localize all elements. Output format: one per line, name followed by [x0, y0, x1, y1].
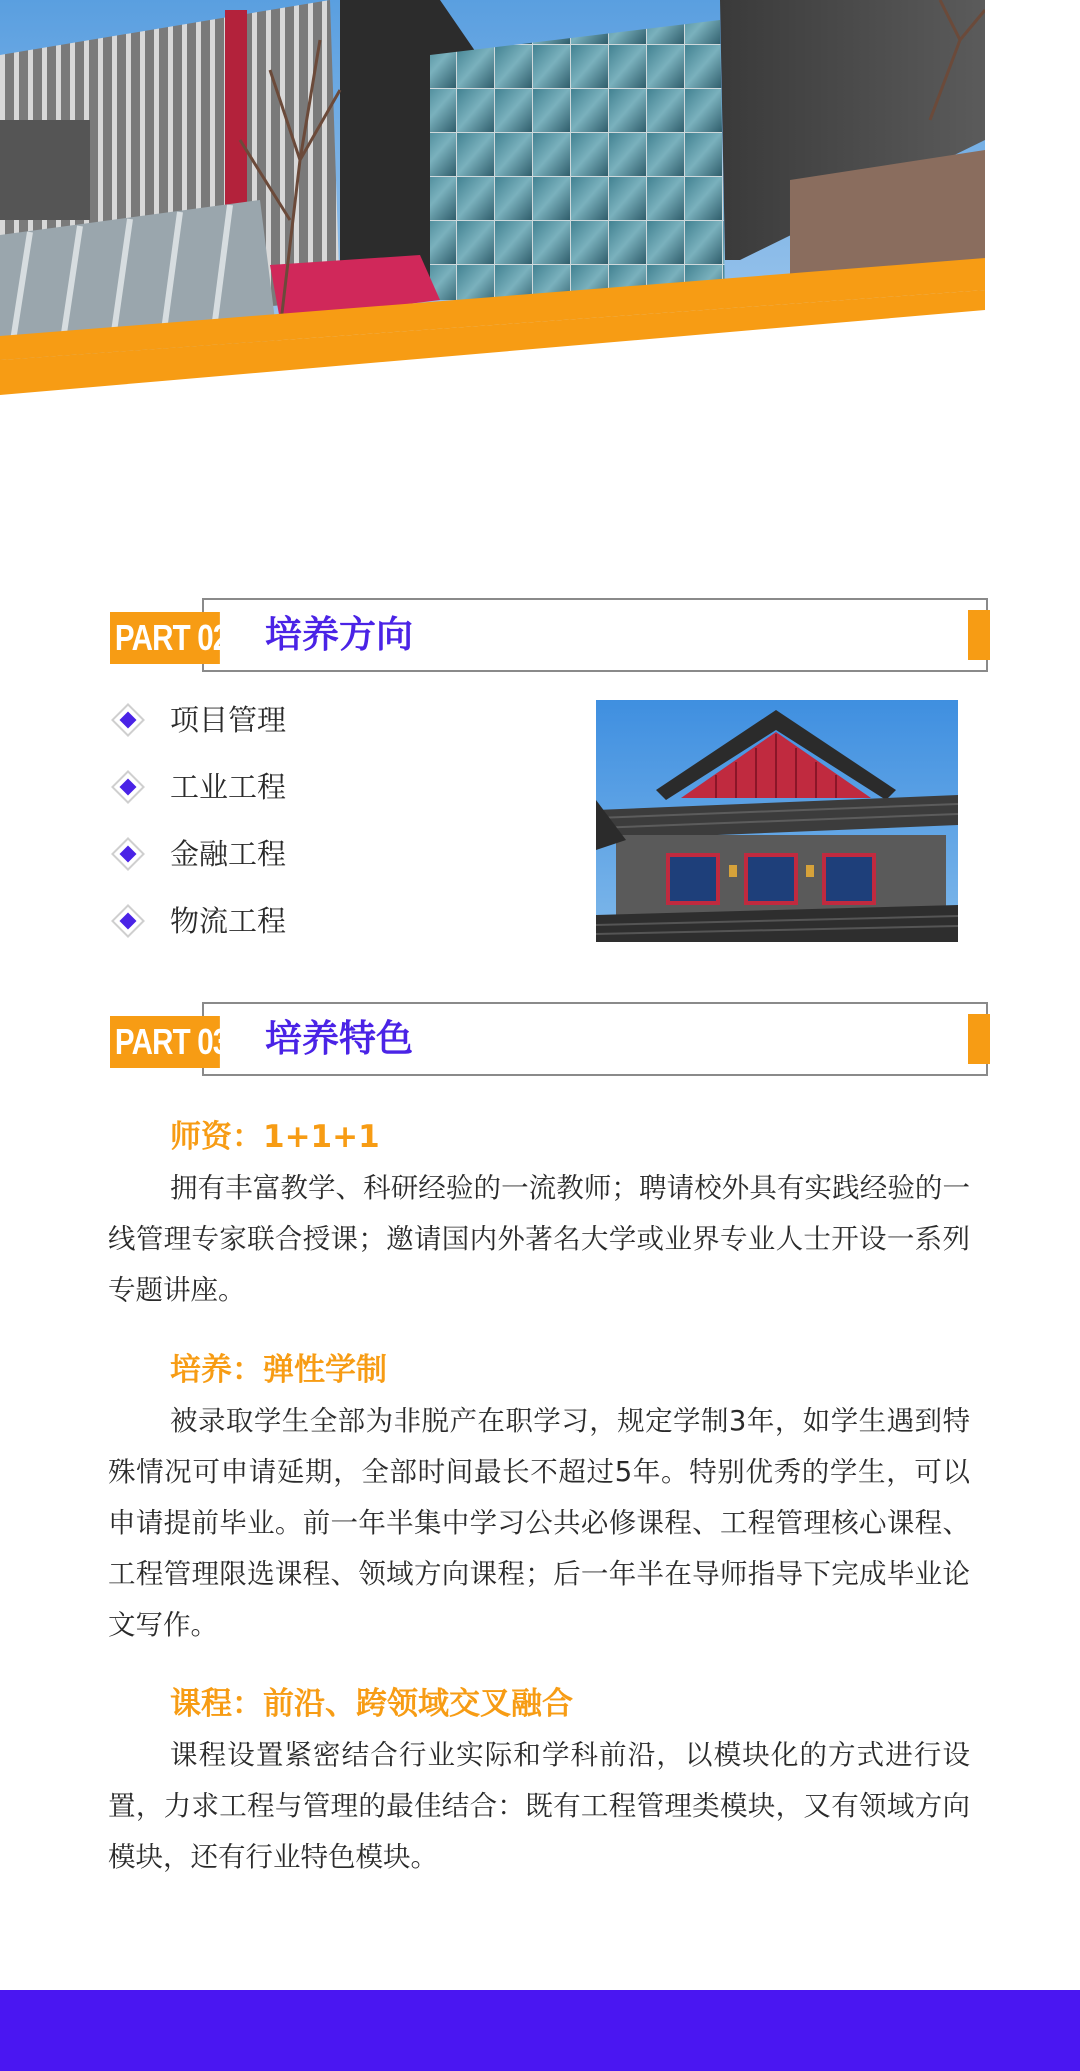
diamond-bullet-icon: [111, 904, 145, 938]
orange-tab-decoration: [968, 1014, 990, 1064]
hero-campus-image: [0, 0, 1080, 400]
list-item-label: 项目管理: [170, 703, 287, 737]
section-title: 培养特色: [265, 1017, 413, 1060]
feature-body: 被录取学生全部为非脱产在职学习，规定学制3年，如学生遇到特殊情况可申请延期，全部时间最长不超过5年。特别优秀的学生，可以申请提前毕业。前一年半集中学习公共必修课程、工程管理核心课程、工程管理限选课程、领域方向课程；后一年半在导师指导下完成毕业论文写作。: [108, 1405, 970, 1641]
diamond-bullet-icon: [111, 770, 145, 804]
footer-bar: [0, 1990, 1080, 2071]
part-tag: PART 02: [110, 612, 220, 664]
section-header-part02: [110, 598, 990, 678]
list-item-label: 工业工程: [170, 770, 287, 804]
traditional-building-photo: [596, 700, 958, 942]
list-item: [110, 899, 570, 966]
orange-tab-decoration: [968, 610, 990, 660]
feature-faculty: [108, 1115, 970, 1316]
feature-heading: 课程：前沿、跨领域交叉融合: [170, 1686, 573, 1722]
feature-heading: 培养：弹性学制: [170, 1352, 387, 1388]
list-item: [110, 698, 570, 765]
direction-list: [110, 698, 570, 966]
feature-body: 课程设置紧密结合行业实际和学科前沿，以模块化的方式进行设置，力求工程与管理的最佳结合：既有工程管理类模块，又有领域方向模块，还有行业特色模块。: [108, 1739, 970, 1873]
feature-body: 拥有丰富教学、科研经验的一流教师；聘请校外具有实践经验的一线管理专家联合授课；邀请国内外著名大学或业界专业人士开设一系列专题讲座。: [108, 1172, 970, 1306]
feature-curriculum: [108, 1682, 970, 1883]
list-item: [110, 765, 570, 832]
list-item: [110, 832, 570, 899]
list-item-label: 物流工程: [170, 904, 287, 938]
list-item-label: 金融工程: [170, 837, 287, 871]
feature-heading: 师资：1+1+1: [170, 1119, 380, 1155]
diamond-bullet-icon: [111, 837, 145, 871]
section-title: 培养方向: [265, 613, 413, 656]
feature-flexible-schedule: [108, 1348, 970, 1651]
diamond-bullet-icon: [111, 703, 145, 737]
part-tag: PART 03: [110, 1016, 220, 1068]
section-header-part03: [110, 1002, 990, 1082]
